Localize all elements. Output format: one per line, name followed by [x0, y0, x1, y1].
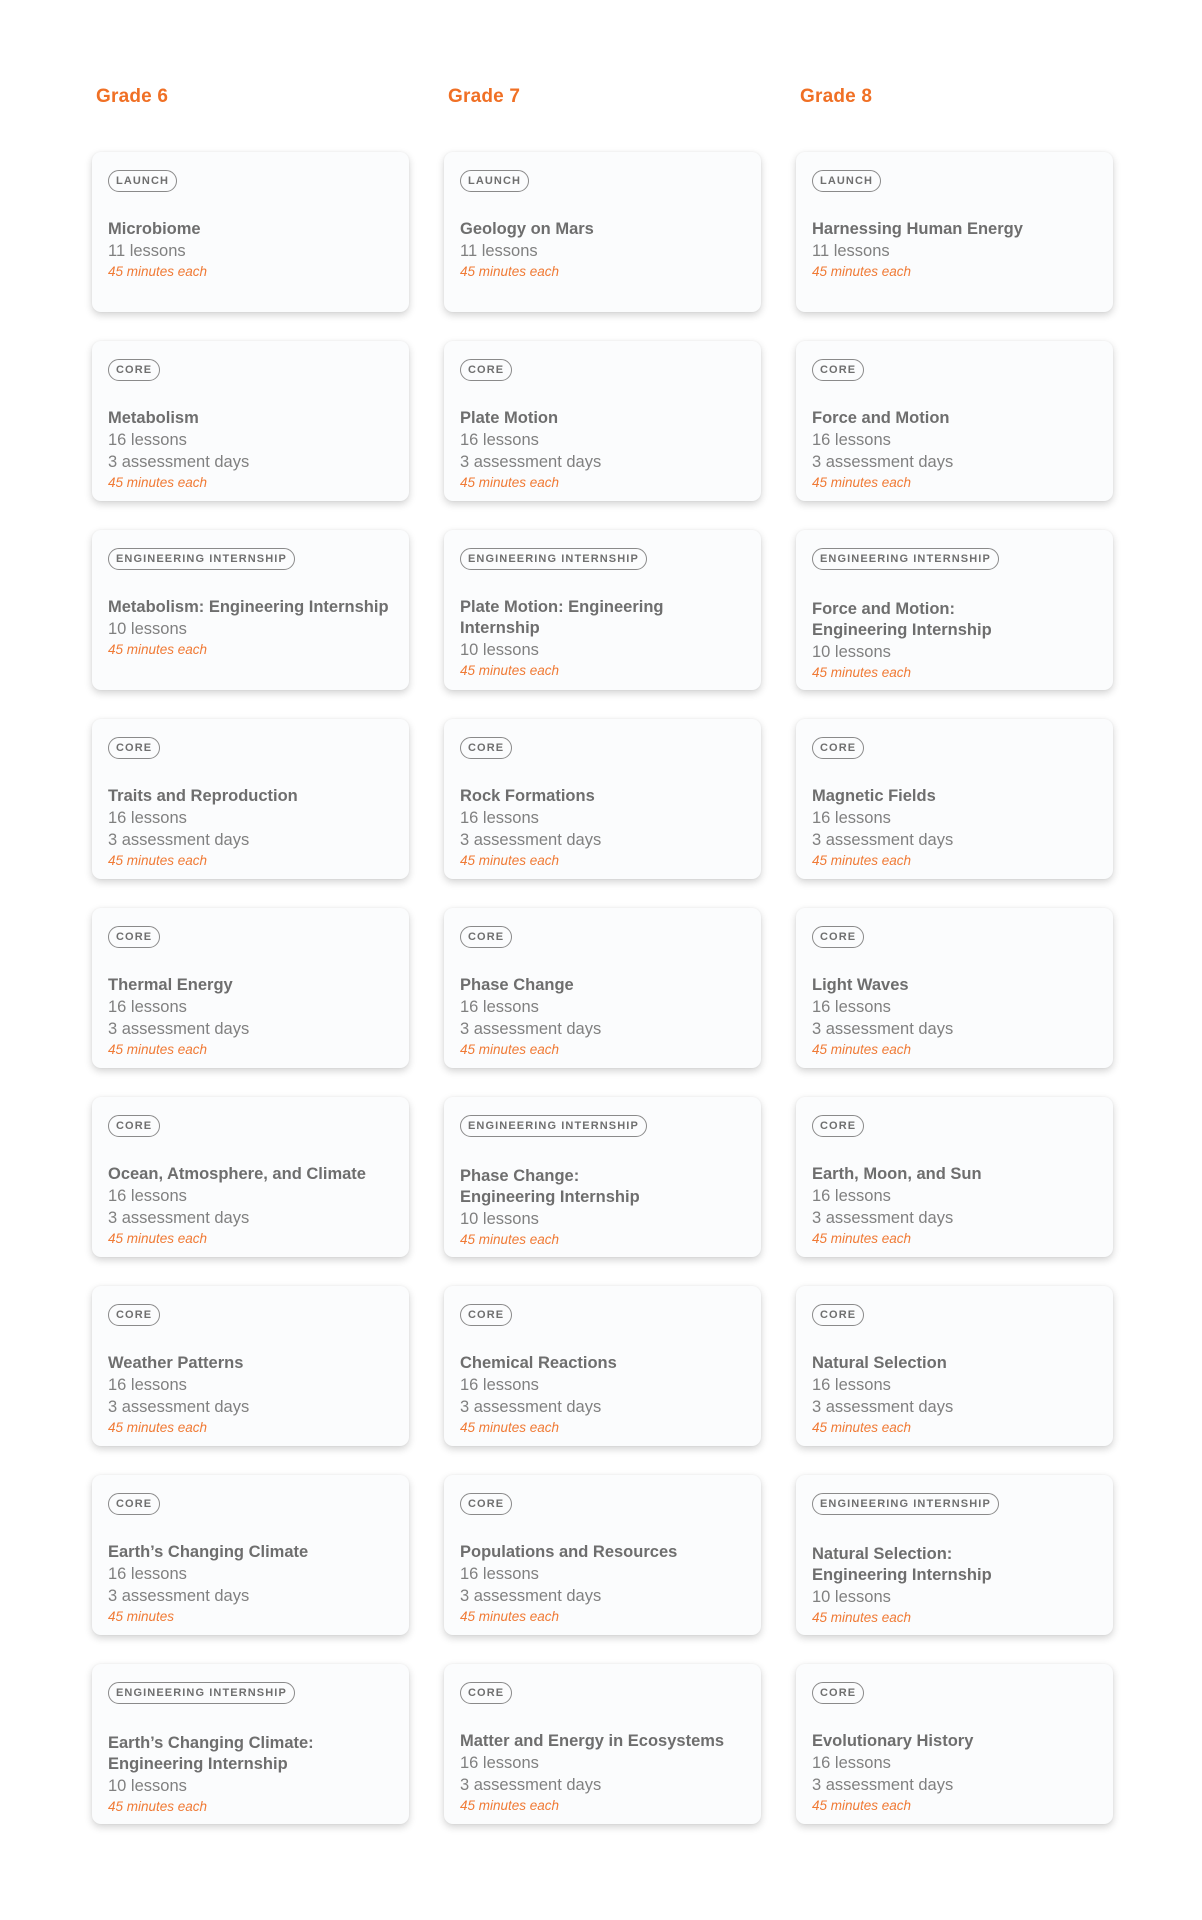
assessment-days: 3 assessment days — [460, 453, 602, 471]
unit-card-traits-and-reproduction[interactable] — [92, 719, 409, 879]
lesson-duration: 45 minutes each — [812, 853, 912, 868]
unit-card-content — [812, 1164, 1097, 1248]
lesson-count: 11 lessons — [812, 242, 890, 260]
assessment-days: 3 assessment days — [108, 1398, 250, 1416]
unit-type-badge: ENGINEERING INTERNSHIP — [460, 1115, 647, 1137]
grade-unit-grid — [92, 0, 1113, 1853]
unit-card-content — [460, 408, 745, 492]
lesson-count: 16 lessons — [812, 1754, 891, 1772]
unit-type-badge: CORE — [460, 1304, 512, 1326]
assessment-days: 3 assessment days — [812, 831, 954, 849]
unit-card-content — [460, 1542, 745, 1626]
lesson-duration: 45 minutes each — [812, 1798, 912, 1813]
lesson-count: 16 lessons — [812, 431, 891, 449]
unit-card-content — [108, 1733, 393, 1816]
lesson-duration: 45 minutes each — [108, 1799, 208, 1814]
unit-title: Metabolism — [108, 409, 199, 427]
lesson-count: 16 lessons — [812, 809, 891, 827]
unit-type-badge: CORE — [108, 1115, 160, 1137]
unit-card-content — [460, 786, 745, 870]
unit-card-content — [108, 597, 393, 659]
unit-card-metabolism[interactable] — [92, 341, 409, 501]
unit-card-plate-motion[interactable] — [444, 341, 761, 501]
lesson-duration: 45 minutes each — [460, 1420, 560, 1435]
lesson-duration: 45 minutes each — [812, 1420, 912, 1435]
unit-type-badge: CORE — [108, 926, 160, 948]
lesson-count: 10 lessons — [460, 1210, 539, 1228]
unit-card-content — [812, 219, 1097, 281]
unit-card-content — [460, 1166, 745, 1249]
unit-card-matter-and-energy-in-ecosystems[interactable] — [444, 1664, 761, 1824]
lesson-duration: 45 minutes each — [108, 1231, 208, 1246]
unit-card-content — [108, 1164, 393, 1248]
assessment-days: 3 assessment days — [812, 1209, 954, 1227]
unit-title: Earth, Moon, and Sun — [812, 1165, 982, 1183]
unit-card-evolutionary-history[interactable] — [796, 1664, 1113, 1824]
assessment-days: 3 assessment days — [108, 1209, 250, 1227]
lesson-duration: 45 minutes each — [812, 665, 912, 680]
lesson-duration: 45 minutes each — [812, 1042, 912, 1057]
assessment-days: 3 assessment days — [812, 1776, 954, 1794]
lesson-duration: 45 minutes each — [460, 663, 560, 678]
unit-card-content — [812, 599, 1097, 682]
unit-type-badge: CORE — [108, 1493, 160, 1515]
unit-title: Chemical Reactions — [460, 1354, 617, 1372]
unit-card-plate-motion-engineering-internship[interactable] — [444, 530, 761, 690]
unit-card-content — [460, 219, 745, 281]
lesson-count: 10 lessons — [812, 1588, 891, 1606]
assessment-days: 3 assessment days — [812, 1398, 954, 1416]
unit-card-populations-and-resources[interactable] — [444, 1475, 761, 1635]
unit-card-content — [108, 1353, 393, 1437]
unit-title: Plate Motion: Engineering Internship — [460, 598, 664, 637]
lesson-count: 16 lessons — [108, 431, 187, 449]
unit-type-badge: ENGINEERING INTERNSHIP — [460, 548, 647, 570]
unit-card-harnessing-human-energy[interactable] — [796, 152, 1113, 312]
lesson-duration: 45 minutes each — [108, 642, 208, 657]
grade-heading: Grade 8 — [800, 86, 873, 107]
lesson-duration: 45 minutes each — [108, 853, 208, 868]
unit-type-badge: CORE — [812, 737, 864, 759]
lesson-duration: 45 minutes each — [460, 1232, 560, 1247]
unit-type-badge: CORE — [460, 926, 512, 948]
lesson-count: 16 lessons — [460, 1754, 539, 1772]
unit-card-earth-moon-and-sun[interactable] — [796, 1097, 1113, 1257]
unit-card-phase-change[interactable] — [444, 908, 761, 1068]
lesson-count: 16 lessons — [108, 1187, 187, 1205]
unit-card-content — [460, 1731, 745, 1815]
assessment-days: 3 assessment days — [460, 831, 602, 849]
unit-type-badge: CORE — [460, 359, 512, 381]
lesson-count: 16 lessons — [812, 998, 891, 1016]
unit-title: Force and Motion: Engineering Internship — [812, 600, 992, 639]
grade-column-8 — [796, 0, 1113, 1853]
lesson-count: 16 lessons — [460, 809, 539, 827]
lesson-duration: 45 minutes each — [460, 475, 560, 490]
unit-card-earth-s-changing-climate-engineering-internship[interactable] — [92, 1664, 409, 1824]
lesson-count: 11 lessons — [460, 242, 538, 260]
lesson-count: 16 lessons — [108, 1376, 187, 1394]
unit-title: Light Waves — [812, 976, 909, 994]
lesson-count: 16 lessons — [108, 1565, 187, 1583]
assessment-days: 3 assessment days — [108, 831, 250, 849]
unit-card-ocean-atmosphere-and-climate[interactable] — [92, 1097, 409, 1257]
assessment-days: 3 assessment days — [812, 453, 954, 471]
unit-card-rock-formations[interactable] — [444, 719, 761, 879]
unit-type-badge: LAUNCH — [460, 170, 529, 192]
lesson-duration: 45 minutes each — [460, 1042, 560, 1057]
unit-title: Force and Motion — [812, 409, 950, 427]
assessment-days: 3 assessment days — [460, 1776, 602, 1794]
assessment-days: 3 assessment days — [460, 1020, 602, 1038]
unit-type-badge: CORE — [812, 359, 864, 381]
unit-title: Matter and Energy in Ecosystems — [460, 1732, 725, 1750]
unit-card-force-and-motion[interactable] — [796, 341, 1113, 501]
unit-card-content — [812, 975, 1097, 1059]
lesson-duration: 45 minutes — [108, 1609, 175, 1624]
unit-title: Natural Selection — [812, 1354, 947, 1372]
lesson-count: 10 lessons — [108, 1777, 187, 1795]
unit-type-badge: CORE — [812, 1304, 864, 1326]
grade-heading: Grade 7 — [448, 86, 521, 107]
assessment-days: 3 assessment days — [460, 1398, 602, 1416]
unit-title: Harnessing Human Energy — [812, 220, 1023, 238]
lesson-count: 10 lessons — [108, 620, 187, 638]
unit-title: Populations and Resources — [460, 1543, 678, 1561]
unit-card-content — [812, 1731, 1097, 1815]
unit-card-content — [812, 1353, 1097, 1437]
lesson-count: 16 lessons — [812, 1376, 891, 1394]
unit-type-badge: LAUNCH — [812, 170, 881, 192]
unit-title: Earth’s Changing Climate — [108, 1543, 309, 1561]
grade-column-6 — [92, 0, 409, 1853]
unit-card-earth-s-changing-climate[interactable] — [92, 1475, 409, 1635]
unit-type-badge: CORE — [108, 1304, 160, 1326]
unit-card-microbiome[interactable] — [92, 152, 409, 312]
unit-card-content — [108, 786, 393, 870]
lesson-duration: 45 minutes each — [108, 264, 208, 279]
unit-card-content — [108, 975, 393, 1059]
unit-card-light-waves[interactable] — [796, 908, 1113, 1068]
unit-title: Earth’s Changing Climate: Engineering Internship — [108, 1734, 314, 1773]
unit-card-chemical-reactions[interactable] — [444, 1286, 761, 1446]
unit-title: Phase Change — [460, 976, 574, 994]
unit-type-badge: ENGINEERING INTERNSHIP — [812, 548, 999, 570]
unit-title: Plate Motion — [460, 409, 559, 427]
lesson-count: 16 lessons — [460, 1376, 539, 1394]
unit-type-badge: CORE — [108, 359, 160, 381]
unit-title: Phase Change: Engineering Internship — [460, 1167, 640, 1206]
lesson-count: 16 lessons — [460, 431, 539, 449]
assessment-days: 3 assessment days — [108, 453, 250, 471]
unit-card-content — [812, 1544, 1097, 1627]
unit-type-badge: ENGINEERING INTERNSHIP — [812, 1493, 999, 1515]
lesson-duration: 45 minutes each — [812, 1231, 912, 1246]
lesson-count: 16 lessons — [812, 1187, 891, 1205]
lesson-duration: 45 minutes each — [460, 853, 560, 868]
unit-title: Rock Formations — [460, 787, 595, 805]
unit-card-content — [108, 408, 393, 492]
assessment-days: 3 assessment days — [812, 1020, 954, 1038]
unit-type-badge: CORE — [460, 737, 512, 759]
unit-type-badge: CORE — [108, 737, 160, 759]
lesson-count: 16 lessons — [108, 998, 187, 1016]
unit-type-badge: CORE — [460, 1682, 512, 1704]
unit-card-content — [108, 219, 393, 281]
lesson-count: 10 lessons — [460, 641, 539, 659]
unit-card-metabolism-engineering-internship[interactable] — [92, 530, 409, 690]
lesson-duration: 45 minutes each — [812, 264, 912, 279]
unit-card-magnetic-fields[interactable] — [796, 719, 1113, 879]
lesson-count: 11 lessons — [108, 242, 186, 260]
unit-title: Evolutionary History — [812, 1732, 974, 1750]
unit-type-badge: CORE — [460, 1493, 512, 1515]
lesson-count: 10 lessons — [812, 643, 891, 661]
unit-title: Natural Selection: Engineering Internship — [812, 1545, 992, 1584]
lesson-duration: 45 minutes each — [108, 1420, 208, 1435]
lesson-duration: 45 minutes each — [460, 1609, 560, 1624]
lesson-duration: 45 minutes each — [812, 475, 912, 490]
unit-type-badge: LAUNCH — [108, 170, 177, 192]
unit-card-geology-on-mars[interactable] — [444, 152, 761, 312]
unit-title: Weather Patterns — [108, 1354, 244, 1372]
assessment-days: 3 assessment days — [108, 1020, 250, 1038]
unit-type-badge: CORE — [812, 926, 864, 948]
unit-type-badge: CORE — [812, 1682, 864, 1704]
unit-type-badge: CORE — [812, 1115, 864, 1137]
unit-card-content — [460, 1353, 745, 1437]
unit-card-thermal-energy[interactable] — [92, 908, 409, 1068]
lesson-count: 16 lessons — [460, 998, 539, 1016]
unit-card-weather-patterns[interactable] — [92, 1286, 409, 1446]
unit-title: Thermal Energy — [108, 976, 233, 994]
unit-card-phase-change-engineering-internship[interactable] — [444, 1097, 761, 1257]
unit-title: Geology on Mars — [460, 220, 594, 238]
unit-card-content — [812, 408, 1097, 492]
assessment-days: 3 assessment days — [460, 1587, 602, 1605]
unit-type-badge: ENGINEERING INTERNSHIP — [108, 1682, 295, 1704]
grade-heading: Grade 6 — [96, 86, 169, 107]
lesson-duration: 45 minutes each — [460, 1798, 560, 1813]
lesson-count: 16 lessons — [460, 1565, 539, 1583]
unit-title: Metabolism: Engineering Internship — [108, 598, 389, 616]
unit-card-natural-selection-engineering-internship[interactable] — [796, 1475, 1113, 1635]
lesson-duration: 45 minutes each — [108, 1042, 208, 1057]
unit-card-content — [108, 1542, 393, 1626]
unit-title: Microbiome — [108, 220, 201, 238]
unit-card-natural-selection[interactable] — [796, 1286, 1113, 1446]
unit-title: Traits and Reproduction — [108, 787, 298, 805]
unit-title: Ocean, Atmosphere, and Climate — [108, 1165, 366, 1183]
lesson-count: 16 lessons — [108, 809, 187, 827]
lesson-duration: 45 minutes each — [108, 475, 208, 490]
grade-column-7 — [444, 0, 761, 1853]
unit-title: Magnetic Fields — [812, 787, 936, 805]
unit-card-content — [812, 786, 1097, 870]
lesson-duration: 45 minutes each — [460, 264, 560, 279]
unit-card-force-and-motion-engineering-internship[interactable] — [796, 530, 1113, 690]
unit-type-badge: ENGINEERING INTERNSHIP — [108, 548, 295, 570]
unit-card-content — [460, 597, 745, 680]
unit-card-content — [460, 975, 745, 1059]
assessment-days: 3 assessment days — [108, 1587, 250, 1605]
lesson-duration: 45 minutes each — [812, 1610, 912, 1625]
